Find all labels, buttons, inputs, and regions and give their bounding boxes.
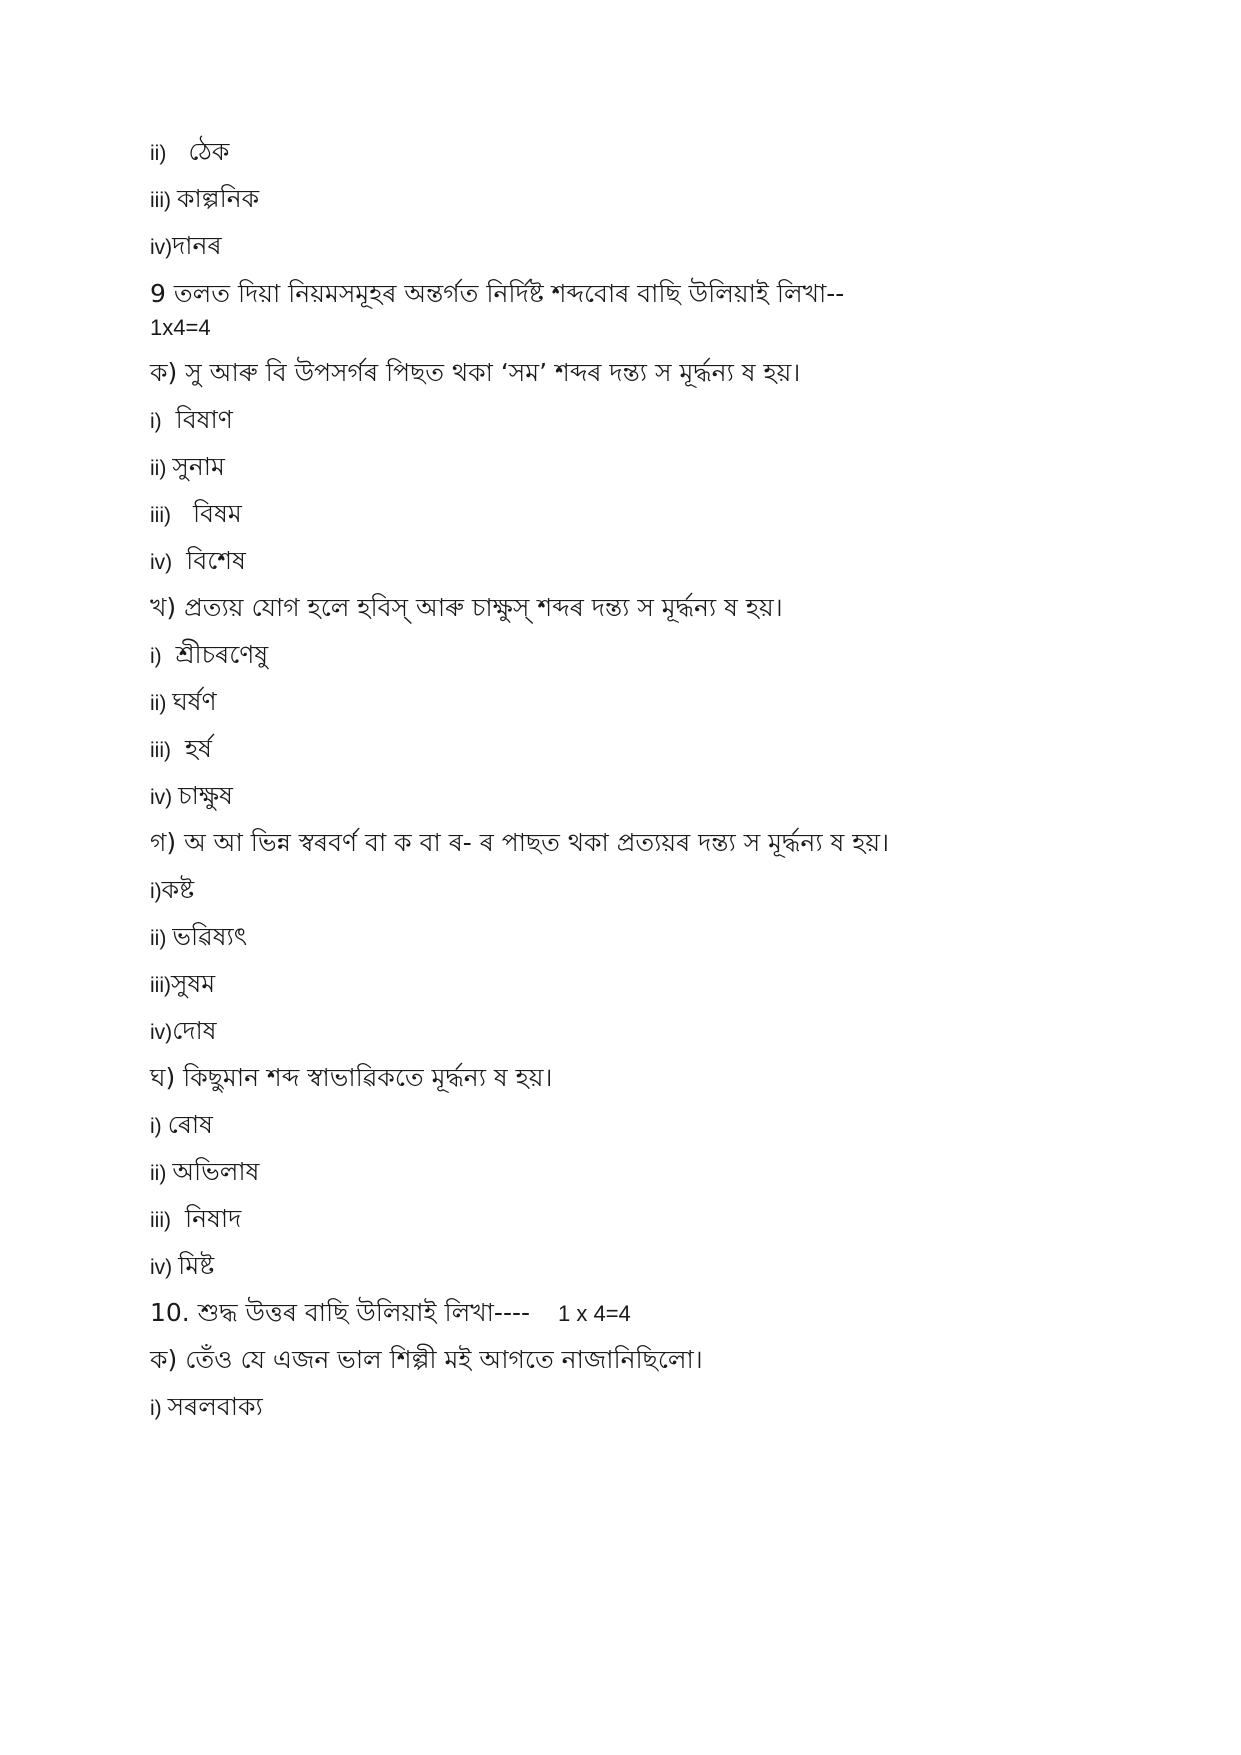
option-label: i) [150,880,162,903]
option-line [150,1156,259,1190]
rule-line [150,357,800,389]
option-line [150,451,225,485]
option-label: i) [150,1397,162,1420]
option-line [150,136,229,170]
option-text: ঠেক [188,137,230,166]
option-text: দানৰ [172,231,222,260]
option-label: iv) [150,236,173,259]
option-label: iv) [150,786,173,809]
option-line [150,1015,216,1049]
option-text: ৰোষ [167,1110,213,1139]
option-text: হৰ্ষ [185,734,212,763]
option-text: কষ্ট [161,875,195,904]
option-label: ii) [150,927,167,950]
option-line [150,1203,241,1237]
option-label: iv) [150,1256,173,1279]
option-label: iii) [150,974,171,997]
option-text: নিষাদ [185,1204,242,1233]
rule-line [150,592,783,624]
option-label: ii) [150,142,167,165]
option-text: অভিলাষ [172,1157,260,1186]
option-line [150,545,246,579]
option-text: বিষাণ [175,405,233,434]
option-line [150,968,215,1002]
sentence-text: ক) তেঁও যে এজন ভাল শিল্পী মই আগতে নাজানিছিলো। [150,1345,703,1374]
question-heading [150,1297,631,1330]
option-line [150,921,247,955]
option-line [150,230,222,264]
option-text: দোষ [172,1016,217,1045]
marks-text: 1 x 4=4 [558,1301,631,1326]
option-text: সৰলবাক্য [167,1392,263,1421]
option-label: iii) [150,739,171,762]
option-label: i) [150,1115,162,1138]
rule-line [150,827,889,859]
question-text: 10. শুদ্ধ উত্তৰ বাছি উলিয়াই লিখা---- [150,1298,531,1327]
option-line [150,733,212,767]
option-text: শ্ৰীচৰণেষু [175,640,269,669]
option-label: iv) [150,1021,173,1044]
option-line [150,1391,263,1425]
rule-line [150,1062,552,1094]
rule-text: ক) সু আৰু বি উপসৰ্গৰ পিছত থকা ‘সম’ শব্দৰ দন্ত্য স মূৰ্দ্ধন্য ষ হয়। [150,358,801,387]
option-line [150,1250,214,1284]
option-text: ভৱিষ্যৎ [172,922,248,951]
option-text: কাল্পনিক [177,184,260,213]
option-text: সুনাম [172,452,225,481]
option-label: iii) [150,1209,171,1232]
option-label: i) [150,410,162,433]
option-label: iii) [150,504,171,527]
option-line [150,874,194,908]
option-label: ii) [150,1162,167,1185]
option-text: বিশেষ [186,546,246,575]
marks-line [150,312,211,344]
option-label: iv) [150,551,173,574]
rule-text: খ) প্ৰত্যয় যোগ হলে হবিস্ আৰু চাক্ষুস্ শব্দৰ দন্ত্য স মূৰ্দ্ধন্য ষ হয়। [150,593,783,622]
question-heading [150,278,844,310]
question-text: 9 তলত দিয়া নিয়মসমূহৰ অন্তৰ্গত নিৰ্দিষ্ট শব্দবোৰ বাছি উলিয়াই লিখা-- [150,279,845,308]
option-line [150,404,233,438]
option-text: মিষ্ট [178,1251,215,1280]
option-line [150,780,233,814]
rule-text: ঘ) কিছুমান শব্দ স্বাভাৱিকতে মূৰ্দ্ধন্য ষ হয়। [150,1063,553,1092]
rule-text: গ) অ আ ভিন্ন স্বৰবৰ্ণ বা ক বা ৰ- ৰ পাছত থকা প্ৰত্যয়ৰ দন্ত্য স মূৰ্দ্ধন্য ষ হয়। [150,828,890,857]
option-text: সুষম [171,969,216,998]
option-line [150,686,217,720]
option-line [150,639,268,673]
option-label: ii) [150,692,167,715]
option-line [150,1109,213,1143]
option-label: ii) [150,457,167,480]
option-text: বিষম [193,499,242,528]
marks-text: 1x4=4 [150,315,211,340]
option-text: চাক্ষুষ [178,781,233,810]
option-line [150,183,259,217]
sentence-line [150,1344,703,1376]
option-label: i) [150,645,162,668]
option-text: ঘৰ্ষণ [172,687,217,716]
option-line [150,498,242,532]
option-label: iii) [150,189,171,212]
